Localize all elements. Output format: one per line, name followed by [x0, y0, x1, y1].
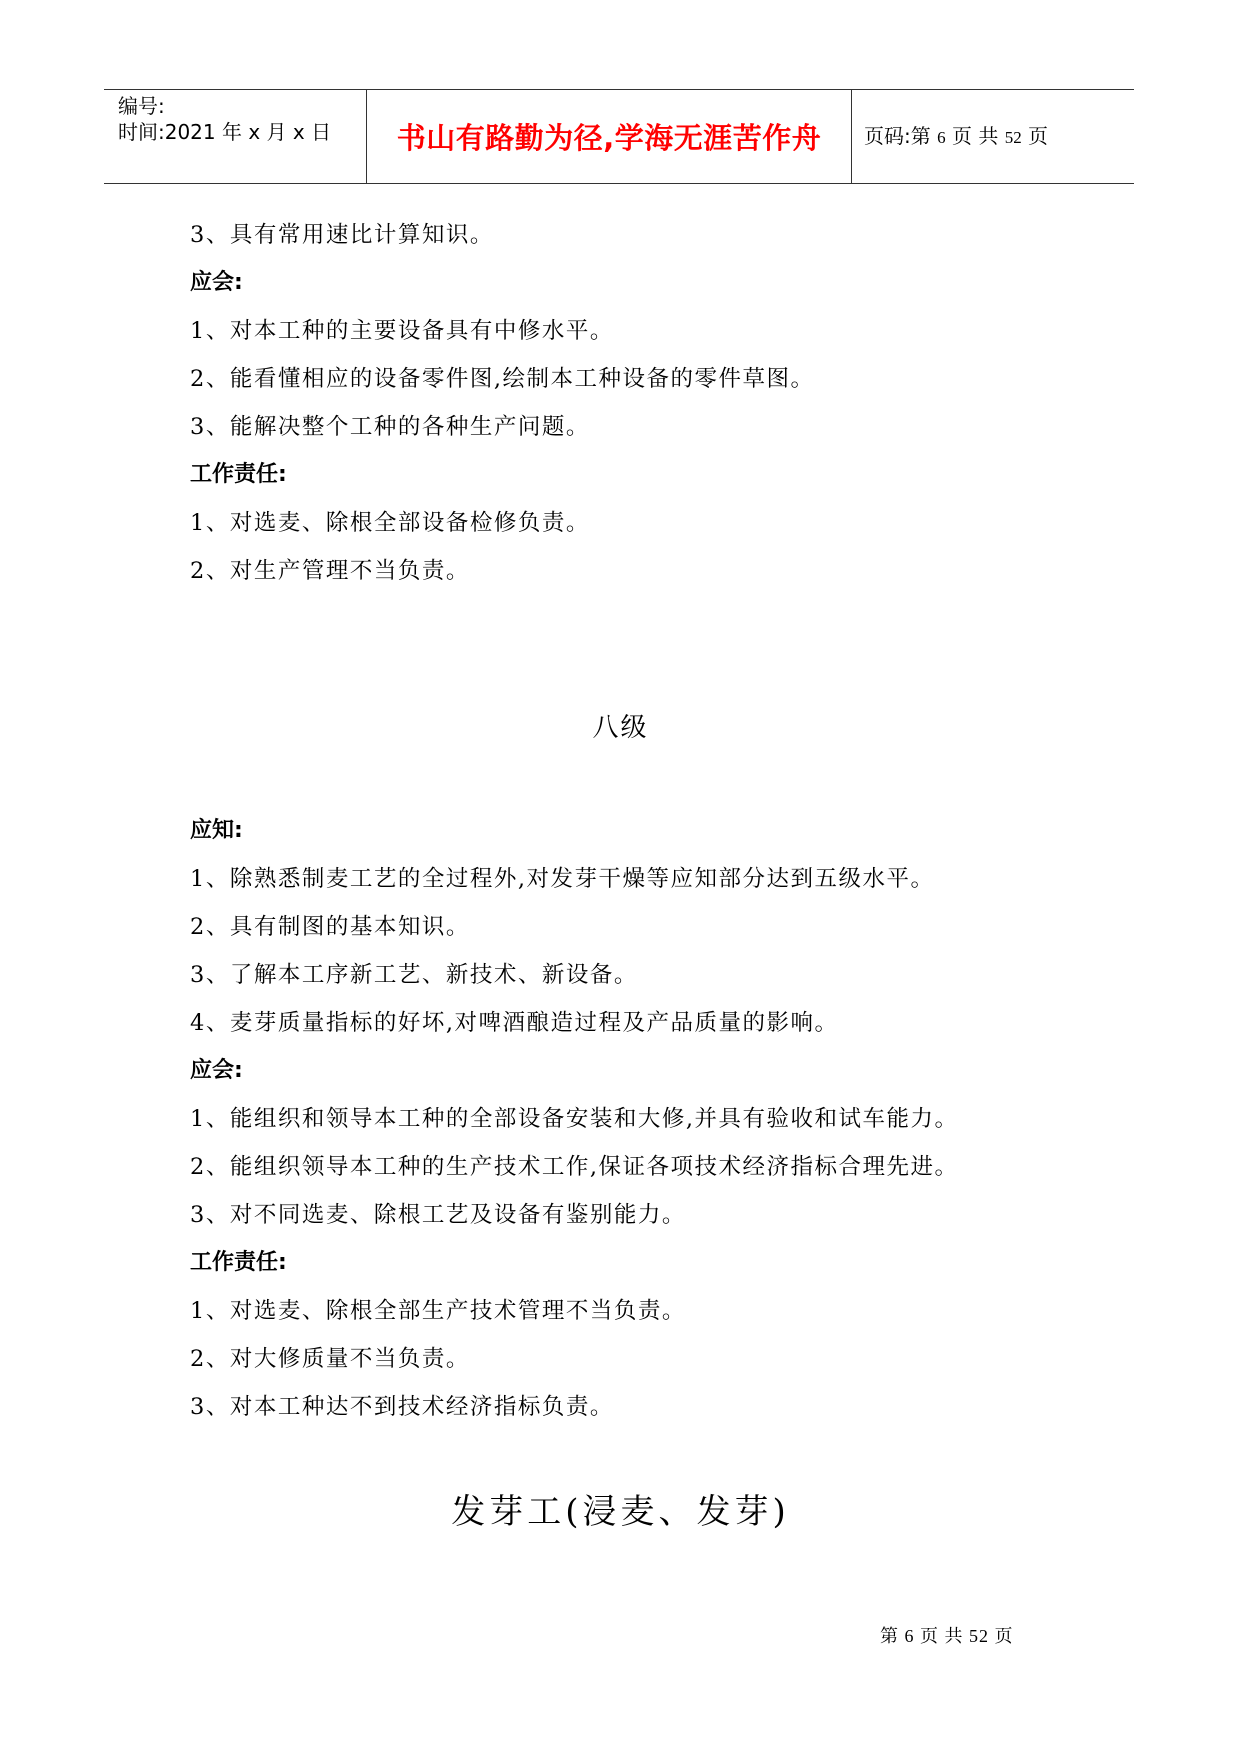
page-mid: 页 共 [951, 124, 999, 148]
list-item: 2、具有制图的基本知识。 [190, 914, 470, 940]
section-heading-should-do: 应会: [190, 1058, 243, 1083]
page-header [104, 89, 1134, 184]
page-suffix: 页 [1028, 124, 1049, 148]
list-item: 3、对本工种达不到技术经济指标负责。 [190, 1394, 614, 1420]
header-motto-cell [366, 90, 852, 183]
header-page-cell [852, 90, 1134, 183]
level-title: 八级 [592, 713, 649, 743]
header-page-number [864, 124, 1048, 150]
list-item: 3、对不同选麦、除根工艺及设备有鉴别能力。 [190, 1202, 686, 1228]
list-item: 2、对大修质量不当负责。 [190, 1346, 470, 1372]
section-heading-duty: 工作责任: [190, 462, 287, 487]
list-item: 3、具有常用速比计算知识。 [190, 222, 494, 248]
next-section-title: 发芽工(浸麦、发芽) [451, 1492, 790, 1532]
header-motto: 书山有路勤为径,学海无涯苦作舟 [396, 121, 822, 155]
list-item: 2、能组织领导本工种的生产技术工作,保证各项技术经济指标合理先进。 [190, 1154, 959, 1180]
page-current: 6 [937, 128, 946, 147]
header-meta-cell [104, 90, 366, 183]
document-date: 时间:2021 年 x 月 x 日 [118, 120, 332, 144]
list-item: 1、对选麦、除根全部设备检修负责。 [190, 510, 590, 536]
document-number-label: 编号: [118, 94, 165, 118]
list-item: 3、能解决整个工种的各种生产问题。 [190, 414, 590, 440]
section-heading-duty: 工作责任: [190, 1250, 287, 1275]
page-label: 页码:第 [864, 124, 931, 148]
list-item: 1、能组织和领导本工种的全部设备安装和大修,并具有验收和试车能力。 [190, 1106, 959, 1132]
page-footer: 第 6 页 共 52 页 [880, 1626, 1014, 1646]
list-item: 2、对生产管理不当负责。 [190, 558, 470, 584]
list-item: 1、对选麦、除根全部生产技术管理不当负责。 [190, 1298, 686, 1324]
list-item: 3、了解本工序新工艺、新技术、新设备。 [190, 962, 638, 988]
page-total: 52 [1004, 128, 1022, 147]
section-heading-should-know: 应知: [190, 818, 243, 843]
list-item: 1、除熟悉制麦工艺的全过程外,对发芽干燥等应知部分达到五级水平。 [190, 866, 935, 892]
list-item: 4、麦芽质量指标的好坏,对啤酒酿造过程及产品质量的影响。 [190, 1010, 839, 1036]
list-item: 2、能看懂相应的设备零件图,绘制本工种设备的零件草图。 [190, 366, 815, 392]
section-heading-should-do: 应会: [190, 270, 243, 295]
list-item: 1、对本工种的主要设备具有中修水平。 [190, 318, 614, 344]
